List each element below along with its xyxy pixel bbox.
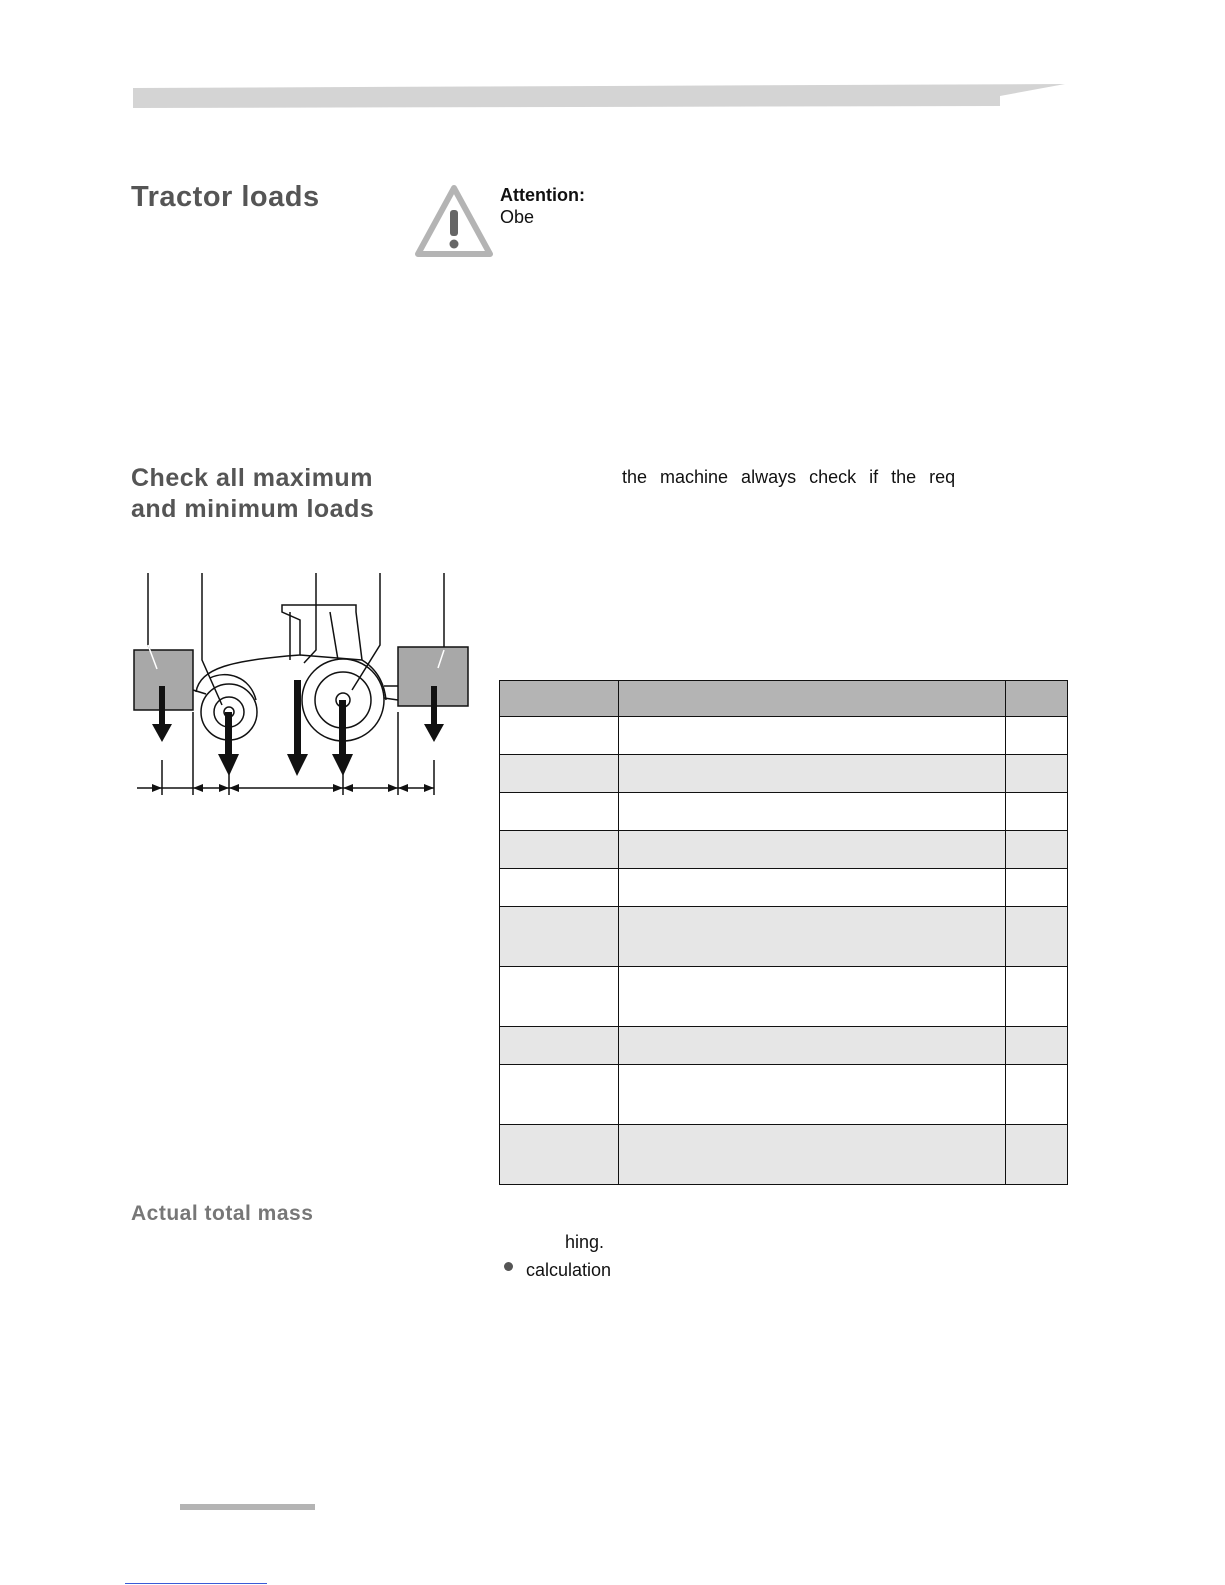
section-title-tractor-loads: Tractor loads: [131, 181, 320, 213]
table-cell: [500, 755, 619, 793]
table-cell: [500, 1065, 619, 1125]
text-fragment: hing.: [565, 1232, 605, 1252]
table-cell: [1006, 1027, 1068, 1065]
table-row: [500, 967, 1068, 1027]
body-paragraph: the machine always check if the req: [622, 467, 956, 487]
section-title-line2: and minimum loads: [131, 495, 375, 523]
table-row: [500, 1027, 1068, 1065]
section-title-line1: Check all maximum: [131, 464, 373, 492]
table-cell: [619, 831, 1006, 869]
footer-link-underline: [125, 1583, 267, 1584]
table-header-row: [500, 681, 1068, 717]
tractor-load-diagram: [128, 568, 478, 798]
table-cell: [1006, 967, 1068, 1027]
bullet-item-text: calculation: [526, 1260, 612, 1280]
footer-bar: [180, 1504, 315, 1510]
bullet-icon: [504, 1262, 513, 1271]
header-band: [0, 0, 1225, 120]
table-cell: [619, 1065, 1006, 1125]
table-row: [500, 1065, 1068, 1125]
table-cell: [500, 967, 619, 1027]
table-cell: [1006, 1065, 1068, 1125]
table-cell: [1006, 681, 1068, 717]
table-cell: [1006, 869, 1068, 907]
table-cell: [500, 717, 619, 755]
table-cell: [500, 831, 619, 869]
table-cell: [500, 907, 619, 967]
table-cell: [619, 717, 1006, 755]
table-cell: [619, 869, 1006, 907]
table-cell: [619, 793, 1006, 831]
table-cell: [1006, 1125, 1068, 1185]
table-row: [500, 717, 1068, 755]
table-row: [500, 1125, 1068, 1185]
table-row: [500, 831, 1068, 869]
warning-triangle-icon: [414, 184, 494, 258]
table-cell: [619, 755, 1006, 793]
table-cell: [1006, 907, 1068, 967]
table-cell: [1006, 755, 1068, 793]
table-cell: [500, 1125, 619, 1185]
section-title-actual-total-mass: Actual total mass: [131, 1202, 314, 1225]
table-cell: [619, 1125, 1006, 1185]
table-cell: [500, 1027, 619, 1065]
table-row: [500, 755, 1068, 793]
table-cell: [1006, 717, 1068, 755]
table-row: [500, 869, 1068, 907]
table-cell: [619, 681, 1006, 717]
attention-text: Obe: [500, 207, 535, 227]
table-cell: [1006, 793, 1068, 831]
table-cell: [1006, 831, 1068, 869]
table-cell: [619, 907, 1006, 967]
table-cell: [619, 1027, 1006, 1065]
table-row: [500, 793, 1068, 831]
attention-label: Attention:: [500, 185, 585, 205]
table-cell: [500, 681, 619, 717]
table-cell: [619, 967, 1006, 1027]
table-cell: [500, 793, 619, 831]
table-cell: [500, 869, 619, 907]
table-row: [500, 907, 1068, 967]
load-table: [499, 680, 1068, 1185]
section-title-check-loads: [131, 463, 374, 525]
